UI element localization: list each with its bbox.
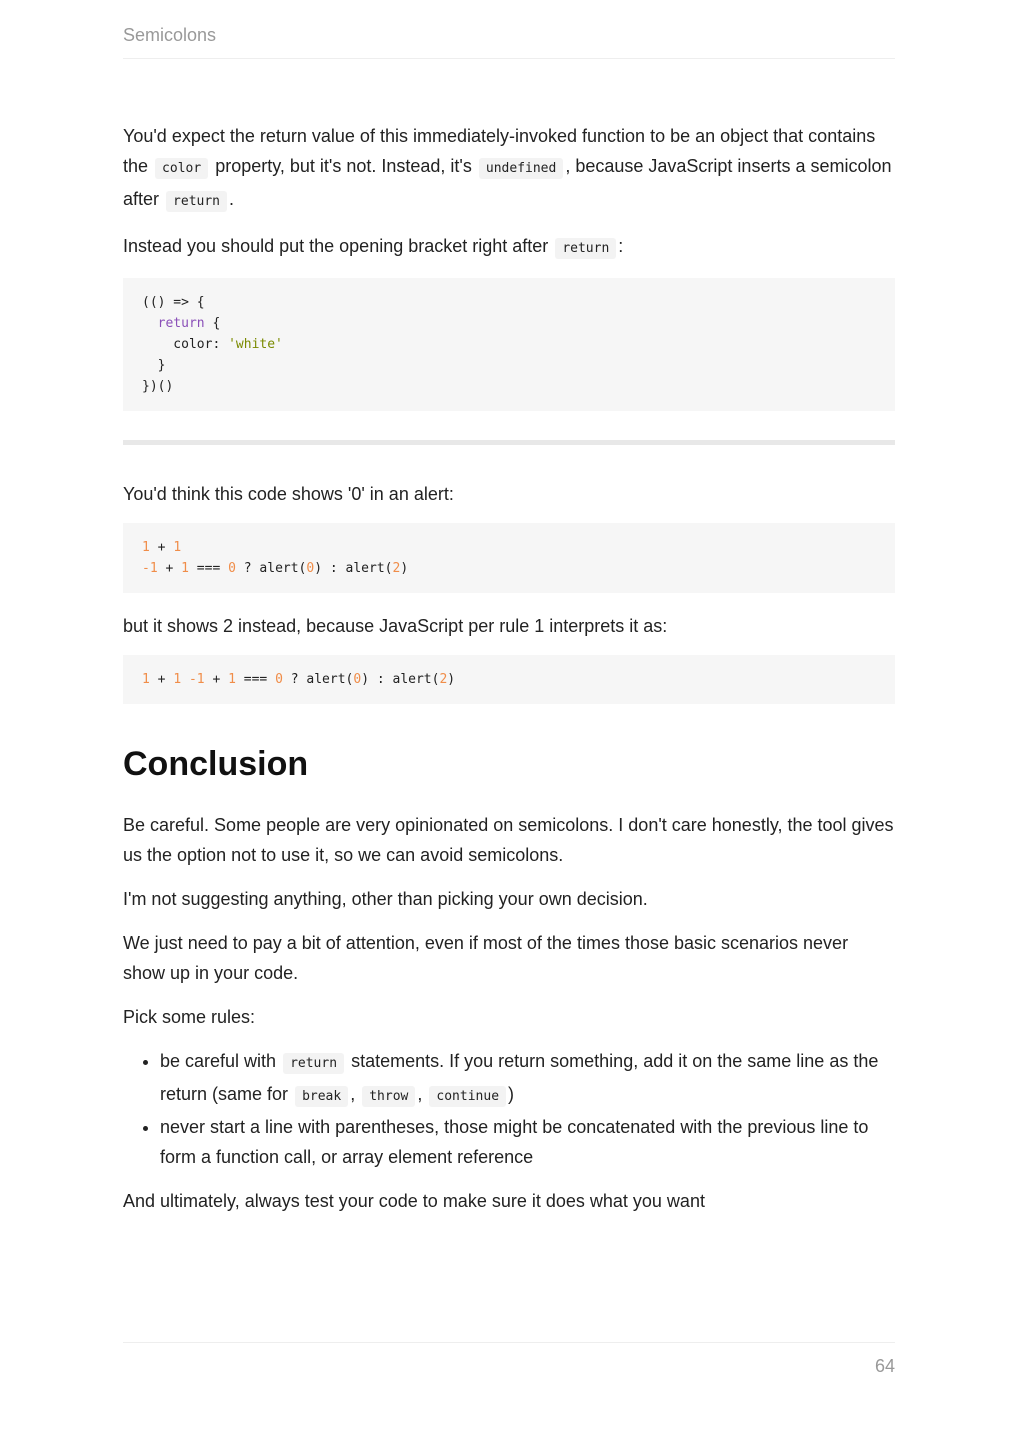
paragraph-be-careful: Be careful. Some people are very opinionated on semicolons. I don't care honestly, the tool gives us the option not to use it, so we can avoid semicolons. [123,815,894,865]
section-divider [123,440,895,445]
inline-code-continue: continue [429,1086,506,1107]
list-item: • never start a line with parentheses, those might be concatenated with the previous line to form a function call, or array element reference [160,1112,895,1172]
running-header: Semicolons [123,25,217,45]
paragraph-opening-bracket: Instead you should put the opening bracket right after return : [123,231,895,264]
rules-list [123,1046,895,1172]
footer-divider [123,1342,895,1343]
list-item: • be careful with return statements. If you return something, add it on the same line as the return (same for break , throw , continue ) [160,1046,895,1112]
inline-code-return: return [555,238,616,259]
paragraph-interpretation: but it shows 2 instead, because JavaScript per rule 1 interprets it as: [123,616,668,636]
document-page [123,0,895,1440]
header-divider [123,58,895,59]
paragraph-attention: We just need to pay a bit of attention, even if most of the times those basic scenarios never show up in your code. [123,933,849,983]
paragraph-not-suggesting: I'm not suggesting anything, other than picking your own decision. [123,889,648,909]
inline-code-throw: throw [362,1086,415,1107]
paragraph-ultimately: And ultimately, always test your code to make sure it does what you want [123,1191,705,1211]
inline-code-break: break [295,1086,348,1107]
section-heading-conclusion: Conclusion [123,745,309,783]
page-content [123,121,895,1230]
inline-code-color: color [155,158,208,179]
page-number: 64 [874,1356,895,1376]
code-block-alert: 1 + 1 -1 + 1 === 0 ? alert(0) : alert(2) [123,523,895,593]
inline-code-undefined: undefined [479,158,563,179]
code-block-interpreted: 1 + 1 -1 + 1 === 0 ? alert(0) : alert(2) [123,655,895,704]
code-block-iife: (() => { return { color: 'white' } })() [123,278,895,411]
inline-code-return: return [166,191,227,212]
paragraph-alert-expectation: You'd think this code shows '0' in an alert: [123,484,454,504]
inline-code-return: return [283,1053,344,1074]
paragraph-pick-rules: Pick some rules: [123,1007,256,1027]
paragraph-return-value: You'd expect the return value of this immediately-invoked function to be an object that contains the color property, but it's not. Instead, it's undefined , because JavaScript inserts a semicolon after return . [123,121,895,217]
